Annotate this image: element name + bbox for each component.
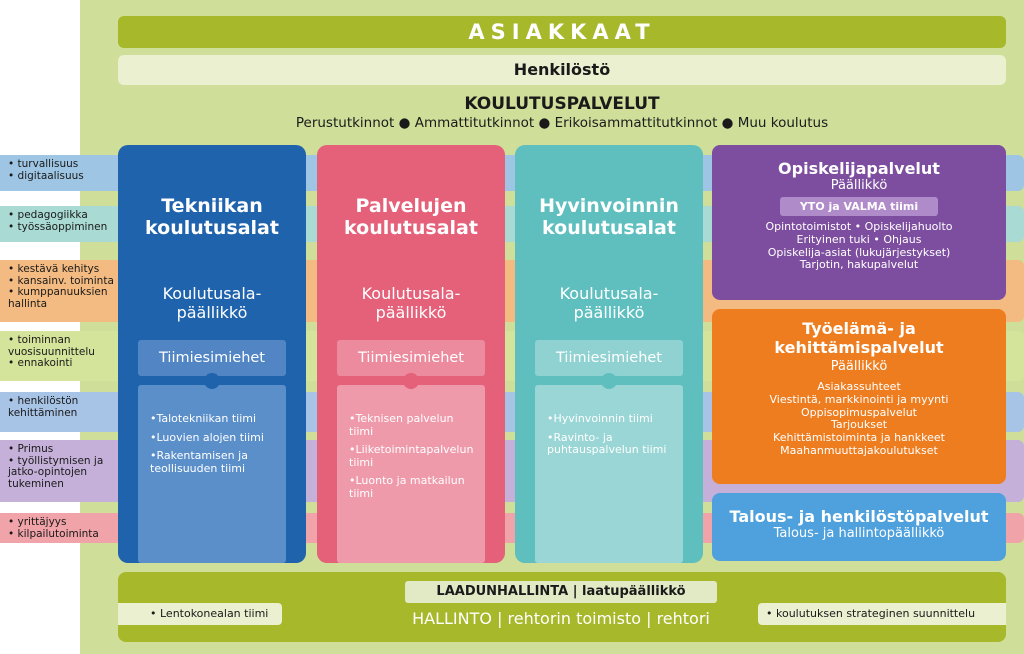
side-label [0,155,118,191]
team-item: •Hyvinvoinnin tiimi [547,412,653,425]
side-label-line: • pedagogiikka [8,209,88,221]
education-services-subtitle: Perustutkinnot ● Ammattitutkinnot ● Erikoisammattitutkinnot ● Muu koulutus [295,115,829,131]
side-label-line: • työllistymisen ja [8,454,104,467]
side-label-line: • kumppanuuksien [8,286,108,298]
team-leads-box: Tiimiesimiehet [535,340,683,376]
side-label [0,440,118,502]
side-label-line: • digitaalisuus [8,169,84,182]
team-leads-box: Tiimiesimiehet [337,340,485,376]
side-label [0,392,118,432]
side-label-line: • toiminnan [8,334,71,346]
side-label-line: hallinta [8,297,48,310]
team-item: •Liiketoimintapalvelun tiimi [349,443,474,469]
column-title: Tekniikan koulutusalat [145,195,279,239]
team-item: •Luovien alojen tiimi [150,430,264,444]
side-label-line: tukeminen [8,477,64,490]
column-role: Koulutusala- päällikkö [559,284,659,322]
connector-dot [204,373,220,389]
yto-valma-team: YTO ja VALMA tiimi [780,197,938,216]
team-item: •Luonto ja matkailun tiimi [349,474,465,500]
side-label-line: kehittäminen [8,406,78,419]
education-services-title: KOULUTUSPALVELUT [464,94,660,114]
strategic-planning-label: • koulutuksen strateginen suunnittelu [758,603,1006,625]
column-wellbeing [515,145,703,563]
side-label [0,513,118,543]
team-item: •Talotekniikan tiimi [150,412,257,425]
side-label-line: • ennakointi [8,357,73,369]
aviation-team-label: • Lentokonealan tiimi [118,603,282,625]
student-services-items: Opintotoimistot • Opiskelijahuolto Erityinen tuki • Ohjaus Opiskelija-asiat (lukujärjestykset) Tarjotin, hakupalvelut [765,220,953,272]
team-leads-box: Tiimiesimiehet [138,340,286,376]
work-services-role: Päällikkö [830,359,888,374]
finance-services-panel [712,493,1006,561]
work-services-panel [712,309,1006,484]
side-label [0,206,118,242]
team-item: •Rakentamisen ja teollisuuden tiimi [150,449,248,475]
student-services-title: Opiskelijapalvelut [778,159,940,178]
side-label-line: • turvallisuus [8,158,79,170]
side-label-line: vuosisuunnittelu [8,345,95,358]
student-services-panel [712,145,1006,300]
team-list [138,385,286,563]
side-label [0,331,118,381]
administration-label: HALLINTO | rehtorin toimisto | rehtori [412,609,710,628]
finance-services-title: Talous- ja henkilöstöpalvelut [729,507,989,526]
side-label-line: • kansainv. toiminta [8,274,114,287]
column-services [317,145,505,563]
team-item: •Teknisen palvelun tiimi [349,412,454,438]
column-role: Koulutusala- päällikkö [361,284,461,322]
side-label-line: • kestävä kehitys [8,263,100,275]
team-list [337,385,485,563]
finance-services-role: Talous- ja hallintopäällikkö [773,526,945,541]
side-label-line: jatko-opintojen [8,466,88,478]
staff-banner: Henkilöstö [118,55,1006,85]
column-title: Hyvinvoinnin koulutusalat [539,195,679,239]
connector-dot [601,373,617,389]
side-label-line: • yrittäjyys [8,516,67,528]
side-label-line: • Primus [8,443,54,455]
student-services-role: Päällikkö [830,178,888,193]
side-label [0,260,118,322]
column-technology [118,145,306,563]
connector-dot [403,373,419,389]
team-list [535,385,683,563]
team-item: •Ravinto- ja puhtauspalvelun tiimi [547,430,667,456]
side-label-line: • työssäoppiminen [8,220,108,233]
work-services-title: Työelämä- ja kehittämispalvelut [774,319,944,357]
column-title: Palvelujen koulutusalat [344,195,478,239]
column-role: Koulutusala- päällikkö [162,284,262,322]
side-label-line: • henkilöstön [8,395,79,407]
side-label-line: • kilpailutoiminta [8,527,99,540]
customers-banner: ASIAKKAAT [118,16,1006,48]
work-services-items: Asiakassuhteet Viestintä, markkinointi ja myynti Oppisopimuspalvelut Tarjoukset Kehittämistoiminta ja hankkeet Maahanmuuttajakoulutukset [769,380,949,457]
quality-management-box: LAADUNHALLINTA | laatupäällikkö [405,581,717,603]
